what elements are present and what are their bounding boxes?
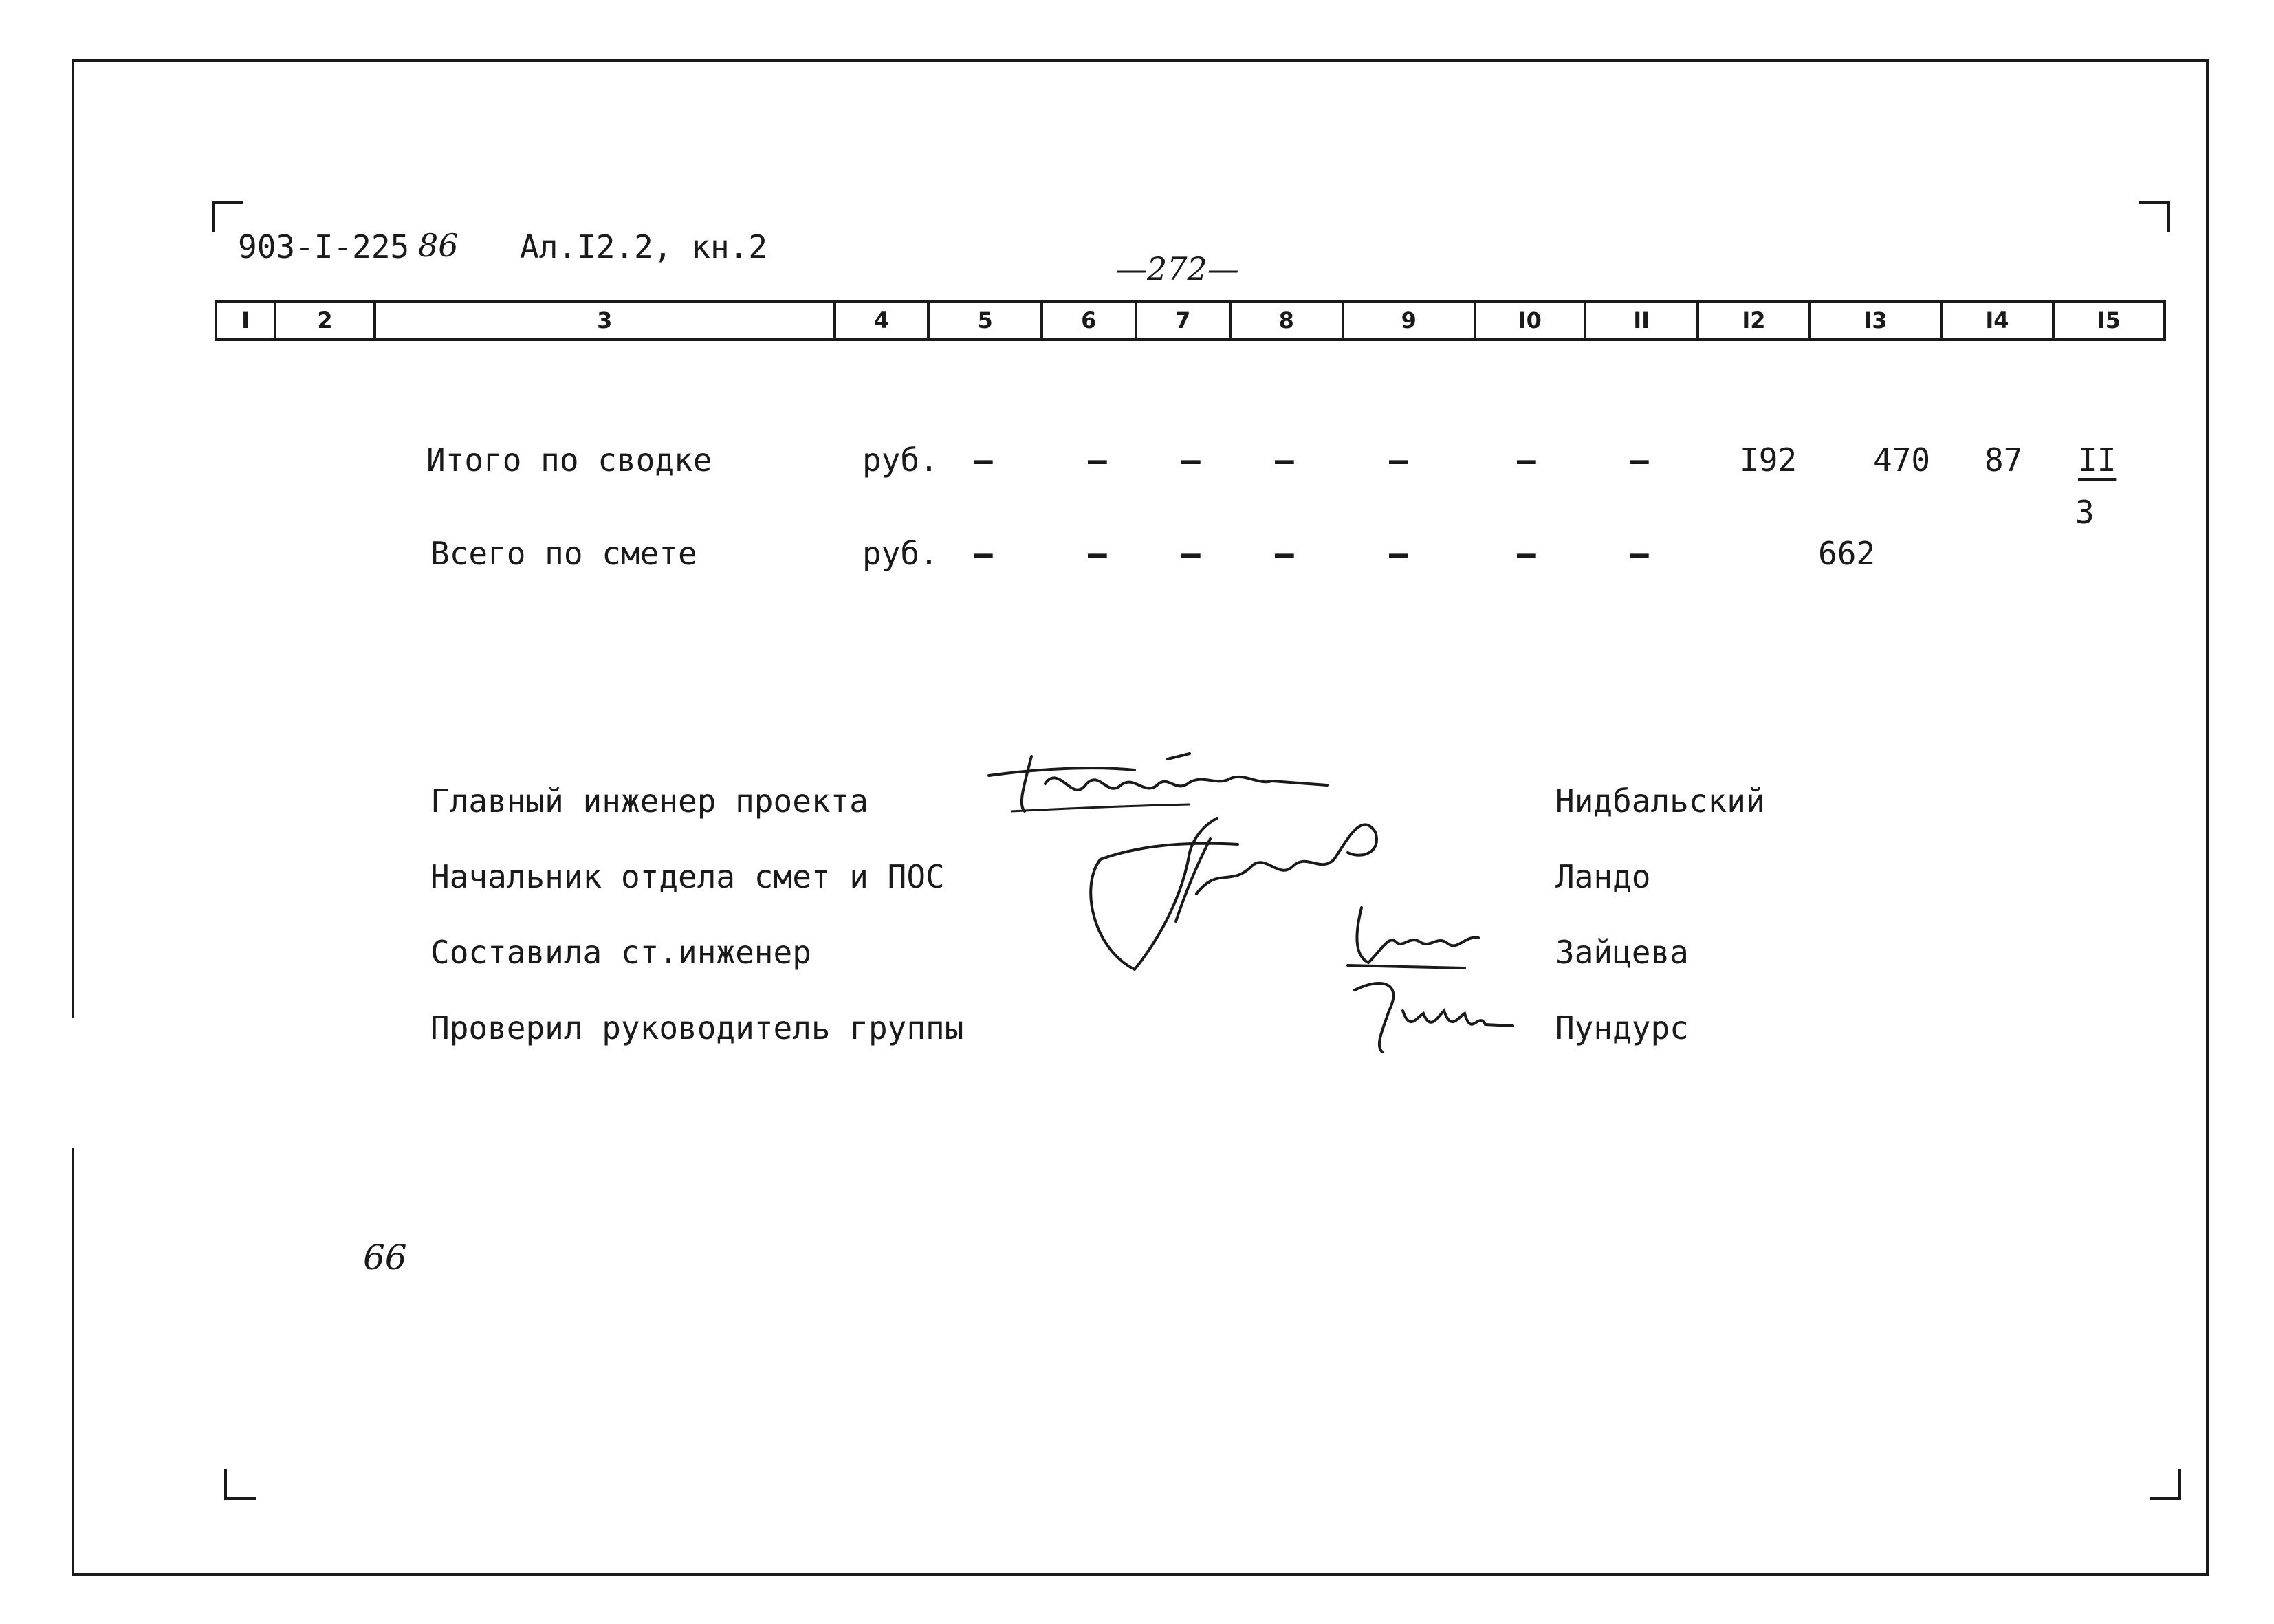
column-number-row [215, 300, 2166, 341]
dash-col7: – [1181, 441, 1201, 479]
column-number: II [1584, 303, 1696, 338]
dash-col8: – [1275, 535, 1294, 572]
signer-name: Пундурс [1555, 1009, 1689, 1046]
row-unit: руб. [862, 535, 939, 572]
signer-name: Зайцева [1555, 934, 1689, 971]
signature-group-leader [1341, 969, 1520, 1059]
dash-col5: – [974, 441, 993, 479]
dash-col10: – [1517, 535, 1536, 572]
column-number: I4 [1940, 303, 2051, 338]
dash-col10: – [1517, 441, 1536, 479]
row-label: Всего по смете [430, 535, 697, 572]
dash-col5: – [974, 535, 993, 572]
corner-mark-bottom-right [2150, 1469, 2181, 1500]
column-number: 3 [373, 303, 833, 338]
column-number: I5 [2052, 303, 2163, 338]
column-number: I0 [1474, 303, 1584, 338]
row-label: Итого по сводке [426, 441, 712, 479]
total-value: 662 [1818, 535, 1876, 572]
value-col15-bottom: 3 [2075, 494, 2095, 531]
dash-col6: – [1088, 535, 1107, 572]
frame-gap [66, 1018, 77, 1148]
column-number: 8 [1229, 303, 1342, 338]
dash-col7: – [1181, 535, 1201, 572]
dash-col11: – [1630, 441, 1649, 479]
dash-col8: – [1275, 441, 1294, 479]
value-col15-top: II [2078, 441, 2117, 479]
signature-compiler [1341, 894, 1506, 976]
page-note: 66 [363, 1238, 407, 1277]
signer-role: Главный инженер проекта [430, 782, 868, 820]
value-col14: 87 [1985, 441, 2023, 479]
signer-name: Ландо [1555, 858, 1651, 895]
column-number: 2 [274, 303, 373, 338]
dash-col9: – [1389, 441, 1408, 479]
signer-role: Составила ст.инженер [430, 934, 811, 971]
column-number: I3 [1808, 303, 1940, 338]
album-reference: Ал.I2.2, кн.2 [520, 228, 768, 265]
document-year: 86 [418, 227, 459, 264]
column-number: 7 [1135, 303, 1229, 338]
dash-col9: – [1389, 535, 1408, 572]
value-col13: 470 [1873, 441, 1931, 479]
page-number: —272— [1115, 250, 1239, 287]
value-col12: I92 [1740, 441, 1797, 479]
column-number: 5 [927, 303, 1040, 338]
dash-col11: – [1630, 535, 1649, 572]
row-unit: руб. [862, 441, 939, 479]
signer-role: Начальник отдела смет и ПОС [430, 858, 945, 895]
column-number: 9 [1342, 303, 1474, 338]
document-code: 903-I-225 [238, 228, 410, 265]
signer-role: Проверил руководитель группы [430, 1009, 964, 1046]
column-number: 6 [1040, 303, 1135, 338]
signer-name: Нидбальский [1555, 782, 1765, 820]
dash-col6: – [1088, 441, 1107, 479]
corner-mark-bottom-left [224, 1469, 256, 1500]
column-number: I [241, 307, 250, 333]
column-number: I2 [1696, 303, 1808, 338]
column-number: 4 [833, 303, 928, 338]
corner-mark-top-right [2139, 201, 2170, 232]
